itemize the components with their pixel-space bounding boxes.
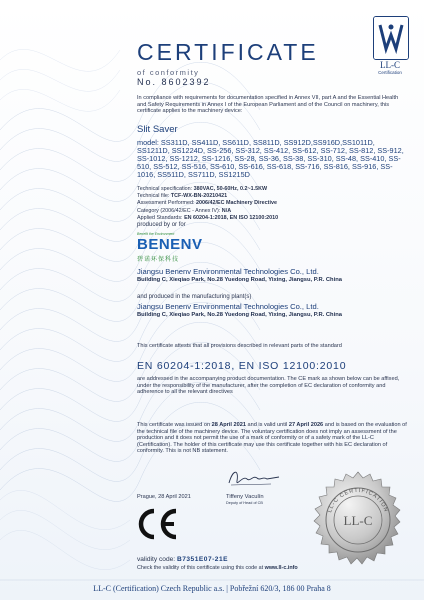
spec-label: Technical file:	[137, 193, 171, 200]
issuance-text	[137, 422, 407, 455]
spec-value: 2006/42/EC Machinery Directive	[196, 200, 277, 207]
manufacturer-address: Building C, Xieqiao Park, No.28 Yuedong Road, Yixing, Jiangsu, P.R. China	[137, 277, 342, 283]
plant-company: Jiangsu Benenv Environmental Technologies Co., Ltd.	[137, 302, 319, 311]
spec-label: Applied Standards:	[137, 214, 185, 221]
llc-logo-name: LL-C	[380, 60, 400, 70]
spec-category	[137, 208, 407, 215]
place-date: Prague, 28 April 2021	[137, 494, 191, 500]
manufacturer-company: Jiangsu Benenv Environmental Technologies Co., Ltd.	[137, 267, 319, 276]
issued-part: and is valid until	[245, 422, 289, 428]
signature-icon	[225, 467, 285, 489]
seal-center-text: LL-C	[343, 513, 373, 528]
validity-label: validity code:	[137, 556, 177, 563]
spec-value: N/A	[221, 207, 232, 214]
validity-code	[137, 556, 228, 563]
spec-assessment	[137, 200, 407, 207]
spec-value: EN 60204-1:2018, EN ISO 12100:2010	[184, 214, 279, 221]
spec-technical	[137, 186, 407, 193]
applied-standards: EN 60204-1:2018, EN ISO 12100:2010	[137, 360, 347, 372]
signer-name: Tiffeny Vaculín	[226, 494, 264, 500]
benenv-tagline: Benefit the Environment	[137, 232, 175, 236]
benenv-logo	[137, 232, 217, 264]
produced-by-label: produced by or for	[137, 222, 186, 228]
certification-seal-icon	[308, 470, 408, 570]
intro-text: In compliance with requirements for documentation specified in Annex VII, part A and the Essential Health and Safety Requirements in Annex I of the European Parliament and of the Council on machinery, this certificate applies to the machinery device:	[137, 95, 399, 114]
spec-label: Category (2006/42/EC - Annex IV):	[137, 207, 222, 214]
spec-label: Technical specification:	[137, 186, 194, 192]
footer-address: LL-C (Certification) Czech Republic a.s. | Pobřežní 620/3, 186 00 Praha 8	[93, 584, 331, 593]
product-name: Slit Saver	[137, 124, 178, 135]
certificate-title: CERTIFICATE	[137, 39, 319, 65]
benenv-chinese-name: 碧诺环保科技	[137, 257, 180, 263]
issue-date: 28 April 2021	[211, 422, 246, 428]
specifications	[137, 186, 407, 222]
product-models: model: SS311D, SS411D, SS611D, SS811D, SS912D,SS916D,SS1011D, SS1211D, SS1224D, SS-256, SS-312, SS-412, SS-612, SS-712, SS-812, SS-912, SS-1012, SS-1212, SS-1216, SS-28, SS-36, SS-38, SS-310, SS-48, SS-410, SS-510, SS-512, SS-516, SS-610, SS-616, SS-618, SS-716, SS-816, SS-916, SS-1016, SS511D, SS711D, SS1215D	[137, 138, 404, 180]
llc-logo-icon	[373, 16, 409, 60]
spec-value: TCF-WX-BN-20210421	[170, 193, 228, 200]
spec-value: 380VAC, 50-60Hz, 0.2~1.5KW	[193, 186, 268, 192]
plant-intro-text: and produced in the manufacturing plant(s)	[137, 294, 252, 300]
seal-arc-text: LL-C CERTIFICATION	[327, 487, 389, 514]
spec-technical-file	[137, 193, 407, 200]
valid-until-date: 27 April 2026	[288, 422, 324, 428]
ce-mark-icon	[134, 507, 180, 541]
certificate-subtitle: of conformity	[137, 68, 200, 77]
check-url: www.ll-c.info	[264, 565, 298, 571]
benenv-wordmark: BENENV	[137, 236, 203, 253]
signer-role: Deputy of Head of CB	[226, 501, 263, 505]
attests-text: This certificate attests that all provisions described in relevant parts of the standard	[137, 343, 342, 349]
spec-label: Assessment Performed:	[137, 200, 197, 207]
check-validity-text	[137, 565, 298, 571]
llc-logo-tagline: Certification	[378, 70, 402, 75]
issued-part: This certificate was issued on	[137, 422, 212, 428]
issued-part: and is based on the evaluation of the technical file of the machinery device. The voluntary certification does not imply an assessment of the production and it does not permit the use of a mark of conformity or of a safety mark of the LL-C (Certification). The holder of this certificate may use this certificate together with his EC declaration of conformity. This is not NB statement.	[137, 422, 407, 455]
validity-code-value: B7351E07-21E	[176, 556, 229, 563]
conformity-text: are addressed in the accompanying product documentation. The CE mark as shown below can be affixed, under the responsibility of the manufacturer, after the completion of EC declaration of conformity and adherence to all the relevant directives	[137, 376, 400, 395]
check-text: Check the validity of this certificate using this code at	[137, 565, 265, 571]
certificate-number: No. 8602392	[137, 77, 211, 87]
spec-standards	[137, 215, 407, 222]
plant-address: Building C, Xieqiao Park, No.28 Yuedong Road, Yixing, Jiangsu, P.R. China	[137, 312, 342, 318]
